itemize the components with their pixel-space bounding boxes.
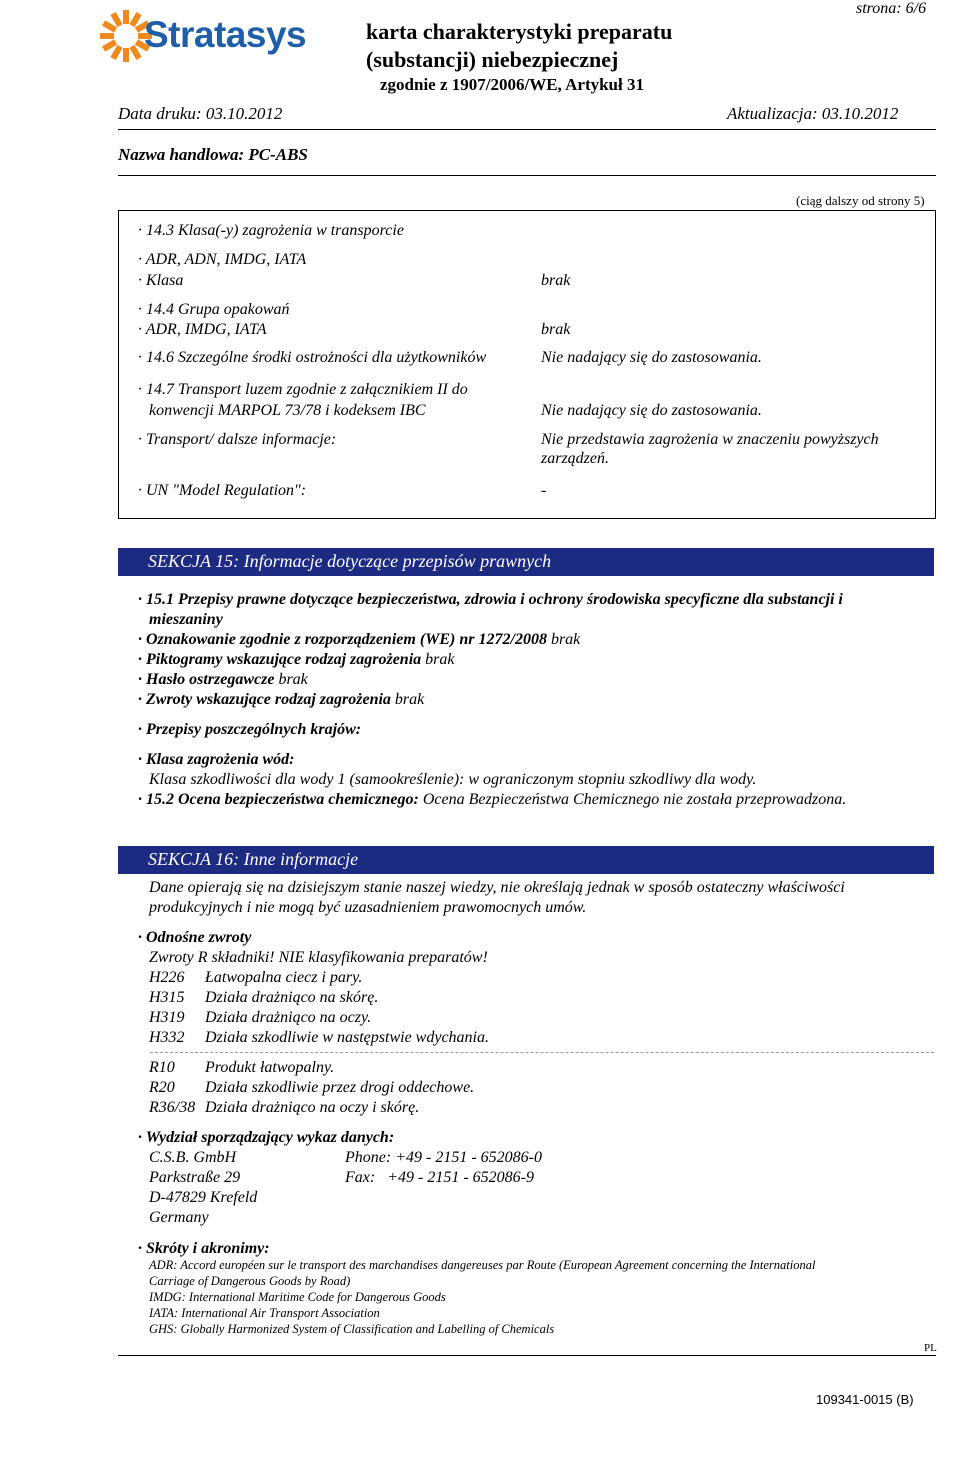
- abbr-line: Carriage of Dangerous Goods by Road): [149, 1274, 351, 1288]
- h-phrase-text: Działa drażniąco na oczy.: [205, 1009, 372, 1026]
- s15-line7: · Klasa zagrożenia wód:: [138, 751, 295, 768]
- s14-row6-value: Nie nadający się do zastosowania.: [541, 349, 762, 366]
- phrases-note: Zwroty R składniki! NIE klasyfikowania preparatów!: [149, 949, 488, 966]
- footer-lang: PL: [924, 1342, 937, 1354]
- h-phrase-code: H319: [149, 1009, 185, 1026]
- s14-row7-value: Nie nadający się do zastosowania.: [541, 402, 762, 419]
- s14-row5-label: · ADR, IMDG, IATA: [138, 321, 267, 338]
- issuer-line: C.S.B. GmbH: [149, 1149, 237, 1166]
- doc-title-line3: zgodnie z 1907/2006/WE, Artykuł 31: [380, 75, 644, 94]
- phrases-separator: [150, 1052, 934, 1053]
- s15-line5-label: · Zwroty wskazujące rodzaj zagrożenia: [138, 691, 391, 708]
- footer-rule: [118, 1355, 936, 1356]
- section-16-title: SEKCJA 16: Inne informacje: [148, 849, 359, 869]
- s15-line2-label: · Oznakowanie zgodnie z rozporządzeniem (WE) nr 1272/2008: [138, 631, 547, 648]
- r-phrase-text: Działa drażniąco na oczy i skórę.: [205, 1099, 420, 1116]
- issuer-line: Germany: [149, 1209, 209, 1226]
- s16-para-line1: Dane opierają się na dzisiejszym stanie naszej wiedzy, nie określają jednak w sposób ostateczny właściwości: [149, 879, 845, 896]
- s15-line3-label: · Piktogramy wskazujące rodzaj zagrożenia: [138, 651, 422, 668]
- section-15-header: [118, 548, 934, 576]
- issuer-fax: Fax: +49 - 2151 - 652086-9: [345, 1169, 534, 1186]
- s14-row9-value: -: [541, 482, 547, 499]
- s14-row2: · ADR, ADN, IMDG, IATA: [138, 251, 307, 268]
- h-phrase-text: Łatwopalna ciecz i pary.: [205, 969, 363, 986]
- update-date: Aktualizacja: 03.10.2012: [727, 104, 899, 123]
- s15-line9-value: Ocena Bezpieczeństwa Chemicznego nie została przeprowadzona.: [422, 791, 847, 808]
- s15-line3: [138, 651, 454, 669]
- print-date: Data druku: 03.10.2012: [118, 104, 283, 123]
- s14-row5-value: brak: [541, 321, 571, 338]
- s15-line4: [138, 671, 308, 689]
- phrases-title: · Odnośne zwroty: [138, 929, 252, 946]
- s15-line2: [138, 631, 580, 649]
- continued-note: (ciąg dalszy od strony 5): [796, 193, 925, 208]
- issuer-line: D-47829 Krefeld: [149, 1189, 258, 1206]
- issuer-phone: Phone: +49 - 2151 - 652086-0: [345, 1149, 542, 1166]
- logo-text: Stratasys: [144, 14, 307, 55]
- header-rule: [118, 129, 936, 130]
- h-phrase-code: H315: [149, 989, 185, 1006]
- abbr-line: GHS: Globally Harmonized System of Classification and Labelling of Chemicals: [149, 1322, 555, 1336]
- s14-row8-value2: zarządzeń.: [541, 450, 610, 467]
- s15-line5-value: brak: [394, 691, 425, 708]
- s15-line3-value: brak: [425, 651, 455, 668]
- s14-row6-label: · 14.6 Szczególne środki ostrożności dla użytkowników: [138, 349, 487, 366]
- s15-line9: [138, 791, 846, 809]
- abbr-title: · Skróty i akronimy:: [138, 1240, 270, 1257]
- h-phrase-code: H226: [149, 969, 185, 986]
- doc-title-line1: karta charakterystyki preparatu: [366, 19, 673, 44]
- issuer-title: · Wydział sporządzający wykaz danych:: [138, 1129, 395, 1146]
- s16-para-line2: produkcyjnych i nie mogą być uzasadnieniem prawomocnych umów.: [149, 899, 587, 916]
- s14-row7-label1: · 14.7 Transport luzem zgodnie z załącznikiem II do: [138, 381, 468, 398]
- s14-row3-label: · Klasa: [138, 272, 184, 289]
- s14-row9-label: · UN "Model Regulation":: [138, 482, 307, 499]
- doc-title-line2: (substancji) niebezpiecznej: [366, 47, 619, 72]
- h-phrase-text: Działa szkodliwie w następstwie wdychania.: [205, 1029, 489, 1046]
- r-phrase-code: R20: [149, 1079, 175, 1096]
- section-15-title: SEKCJA 15: Informacje dotyczące przepisów prawnych: [148, 551, 552, 571]
- s15-line6: · Przepisy poszczególnych krajów:: [138, 721, 362, 738]
- s15-line4-label: · Hasło ostrzegawcze: [138, 671, 275, 688]
- s14-row7-label2: konwencji MARPOL 73/78 i kodeksem IBC: [149, 402, 426, 419]
- s14-row3-value: brak: [541, 272, 571, 289]
- abbr-line: IMDG: International Maritime Code for Dangerous Goods: [149, 1290, 446, 1304]
- h-phrase-code: H332: [149, 1029, 185, 1046]
- abbr-line: IATA: International Air Transport Association: [149, 1306, 380, 1320]
- trade-name-rule: [118, 175, 936, 176]
- s14-row8-value1: Nie przedstawia zagrożenia w znaczeniu powyższych: [541, 431, 879, 448]
- s15-line5: [138, 691, 424, 709]
- s15-line9-label: · 15.2 Ocena bezpieczeństwa chemicznego:: [138, 791, 419, 808]
- s15-line1a: · 15.1 Przepisy prawne dotyczące bezpieczeństwa, zdrowia i ochrony środowiska specyficzne dla substancji i: [138, 591, 843, 608]
- s14-row4: · 14.4 Grupa opakowań: [138, 301, 290, 318]
- s15-line1b: mieszaniny: [149, 611, 223, 628]
- r-phrase-code: R10: [149, 1059, 175, 1076]
- r-phrase-text: Produkt łatwopalny.: [205, 1059, 335, 1076]
- s15-line8: Klasa szkodliwości dla wody 1 (samookreślenie): w ograniczonym stopniu szkodliwy dla wody.: [149, 771, 757, 788]
- page-number: strona: 6/6: [856, 0, 927, 17]
- issuer-line: Parkstraße 29: [149, 1169, 241, 1186]
- logo: [98, 8, 326, 64]
- s15-line2-value: brak: [550, 631, 581, 648]
- abbr-line: ADR: Accord européen sur le transport des marchandises dangereuses par Route (European Agreement concerning the International: [149, 1258, 816, 1272]
- h-phrase-text: Działa drażniąco na skórę.: [205, 989, 379, 1006]
- s15-line4-value: brak: [278, 671, 308, 688]
- s14-row8-label: · Transport/ dalsze informacje:: [138, 431, 337, 448]
- s14-row1: · 14.3 Klasa(-y) zagrożenia w transporcie: [138, 222, 404, 239]
- trade-name: Nazwa handlowa: PC-ABS: [118, 145, 308, 164]
- r-phrase-code: R36/38: [149, 1099, 196, 1116]
- r-phrase-text: Działa szkodliwie przez drogi oddechowe.: [205, 1079, 475, 1096]
- footer-doc-code: 109341-0015 (B): [816, 1392, 914, 1407]
- section-16-header: [118, 846, 934, 874]
